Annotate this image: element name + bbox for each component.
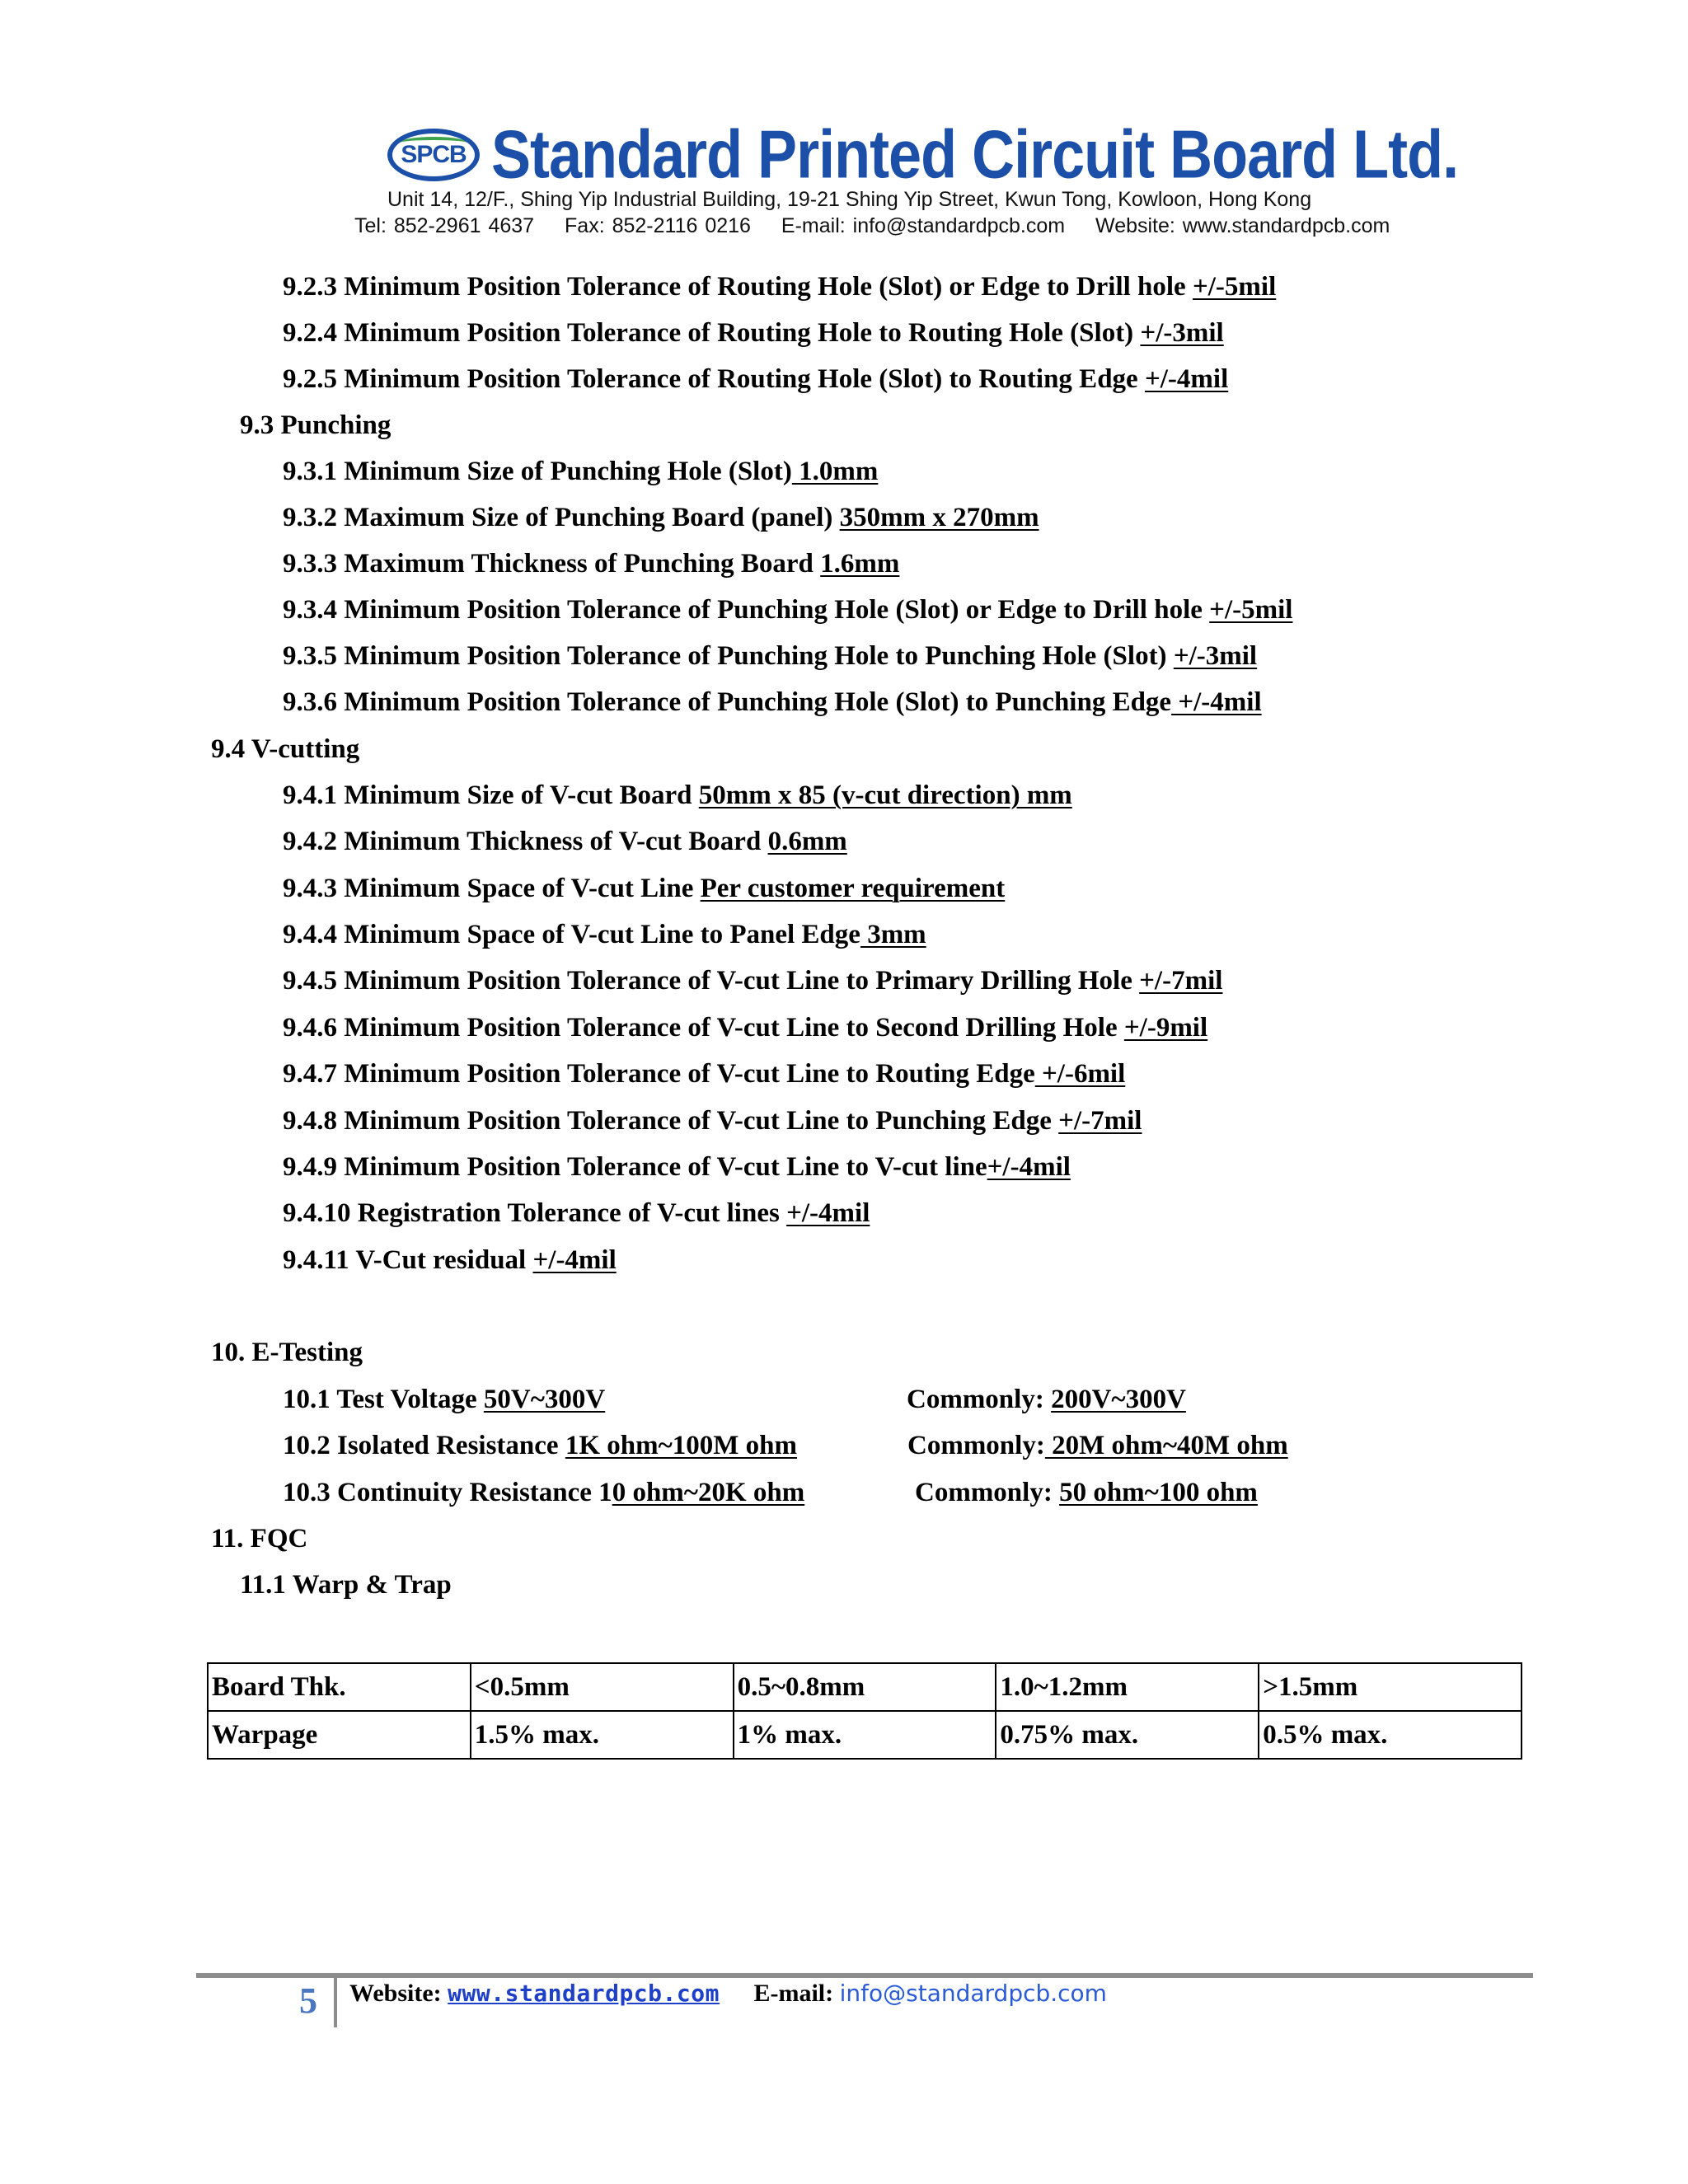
- section-heading-10: 10. E-Testing: [211, 1338, 363, 1367]
- table-cell: 0.5% max.: [1259, 1711, 1522, 1759]
- spec-item-9-4-10: 9.4.10 Registration Tolerance of V-cut lines +/-4mil: [283, 1198, 870, 1228]
- spec-item-9-2-5: 9.2.5 Minimum Position Tolerance of Routing Hole (Slot) to Routing Edge +/-4mil: [283, 364, 1229, 394]
- spec-value: 350mm x 270mm: [839, 503, 1039, 532]
- spec-value: +/-6mil: [1034, 1059, 1126, 1089]
- table-cell: >1.5mm: [1259, 1663, 1522, 1711]
- spec-item-10-1: 10.1 Test Voltage 50V~300V: [283, 1385, 606, 1414]
- spec-item-9-3-6: 9.3.6 Minimum Position Tolerance of Punching Hole (Slot) to Punching Edge +/-4mil: [283, 687, 1262, 717]
- spec-value: 50mm x 85 (v-cut direction) mm: [698, 780, 1072, 810]
- fax: Fax: 852-2116 0216: [565, 214, 751, 237]
- table-header-row: [208, 1663, 1522, 1711]
- footer-contact: [349, 1980, 1107, 2008]
- spcb-logo-badge: SPCB: [387, 129, 480, 181]
- spec-item-9-4-1: 9.4.1 Minimum Size of V-cut Board 50mm x 85 (v-cut direction) mm: [283, 780, 1072, 810]
- spec-item-9-4-3: 9.4.3 Minimum Space of V-cut Line Per customer requirement: [283, 874, 1006, 903]
- spec-item-9-3-4: 9.3.4 Minimum Position Tolerance of Punching Hole (Slot) or Edge to Drill hole +/-5mil: [283, 595, 1293, 625]
- table-row: [208, 1711, 1522, 1759]
- spec-value: +/-5mil: [1192, 272, 1277, 302]
- footer-divider: [196, 1973, 1533, 1978]
- warpage-table: [207, 1662, 1522, 1760]
- spec-item-9-3-2: 9.3.2 Maximum Size of Punching Board (panel) 350mm x 270mm: [283, 503, 1039, 532]
- spec-value: 1.6mm: [820, 549, 900, 579]
- header-email: E-mail: info@standardpcb.com: [781, 214, 1066, 237]
- section-heading-9-3: 9.3 Punching: [240, 410, 392, 440]
- footer-website-label: Website:: [349, 1980, 448, 2007]
- tel: Tel: 852-2961 4637: [354, 214, 535, 237]
- spec-common-10-2: Commonly: 20M ohm~40M ohm: [907, 1431, 1288, 1460]
- spec-value: +/-4mil: [532, 1245, 617, 1275]
- spec-item-10-3: 10.3 Continuity Resistance 10 ohm~20K ohm: [283, 1478, 805, 1507]
- table-cell: Warpage: [208, 1711, 471, 1759]
- spec-item-9-3-3: 9.3.3 Maximum Thickness of Punching Board 1.6mm: [283, 549, 900, 579]
- spec-value: 1.0mm: [791, 457, 879, 486]
- spec-common-10-1: Commonly: 200V~300V: [907, 1385, 1186, 1414]
- page-number: 5: [299, 1980, 317, 2021]
- spec-value: +/-4mil: [1171, 687, 1262, 717]
- company-name: Standard Printed Circuit Board Ltd.: [491, 117, 1459, 193]
- spec-item-9-2-4: 9.2.4 Minimum Position Tolerance of Routing Hole to Routing Hole (Slot) +/-3mil: [283, 318, 1224, 348]
- spec-item-9-4-11: 9.4.11 V-Cut residual +/-4mil: [283, 1245, 617, 1275]
- letterhead: [0, 0, 1688, 247]
- spec-item-9-4-2: 9.4.2 Minimum Thickness of V-cut Board 0.6mm: [283, 827, 847, 856]
- spec-value: 0 ohm~20K ohm: [612, 1478, 805, 1507]
- spec-value: +/-4mil: [786, 1198, 870, 1228]
- spec-item-9-4-7: 9.4.7 Minimum Position Tolerance of V-cut Line to Routing Edge +/-6mil: [283, 1059, 1126, 1089]
- table-cell: <0.5mm: [471, 1663, 734, 1711]
- spec-item-9-2-3: 9.2.3 Minimum Position Tolerance of Routing Hole (Slot) or Edge to Drill hole +/-5mil: [283, 272, 1277, 302]
- spec-value: +/-9mil: [1123, 1013, 1208, 1043]
- spec-common-value: 200V~300V: [1051, 1385, 1186, 1414]
- spec-value: +/-7mil: [1139, 966, 1223, 996]
- table-cell: 1.0~1.2mm: [996, 1663, 1259, 1711]
- spec-item-9-4-5: 9.4.5 Minimum Position Tolerance of V-cut Line to Primary Drilling Hole +/-7mil: [283, 966, 1223, 996]
- spec-value: +/-3mil: [1140, 318, 1224, 348]
- spec-value: 0.6mm: [767, 827, 847, 856]
- spec-item-10-2: 10.2 Isolated Resistance 1K ohm~100M ohm: [283, 1431, 797, 1460]
- spec-item-9-4-6: 9.4.6 Minimum Position Tolerance of V-cut Line to Second Drilling Hole +/-9mil: [283, 1013, 1208, 1043]
- spec-item-9-3-5: 9.3.5 Minimum Position Tolerance of Punching Hole to Punching Hole (Slot) +/-3mil: [283, 641, 1258, 671]
- section-heading-11-1: 11.1 Warp & Trap: [240, 1570, 452, 1600]
- spec-common-value: 50 ohm~100 ohm: [1059, 1478, 1258, 1507]
- company-contact: [354, 214, 1390, 238]
- table-cell: Board Thk.: [208, 1663, 471, 1711]
- spec-value: +/-7mil: [1058, 1106, 1142, 1136]
- footer-separator: [334, 1978, 337, 2027]
- spec-common-value: 20M ohm~40M ohm: [1044, 1431, 1288, 1460]
- footer-website-link[interactable]: www.standardpcb.com: [448, 1980, 720, 2007]
- spec-value: Per customer requirement: [700, 874, 1006, 903]
- spec-common-10-3: Commonly: 50 ohm~100 ohm: [915, 1478, 1258, 1507]
- header-website: Website: www.standardpcb.com: [1095, 214, 1390, 237]
- table-cell: 0.5~0.8mm: [734, 1663, 996, 1711]
- spec-item-9-3-1: 9.3.1 Minimum Size of Punching Hole (Slot) 1.0mm: [283, 457, 879, 486]
- spec-value: 1K ohm~100M ohm: [565, 1431, 797, 1460]
- footer-email-label: E-mail:: [753, 1980, 840, 2007]
- table-cell: 0.75% max.: [996, 1711, 1259, 1759]
- company-logo: [387, 117, 1459, 193]
- section-heading-9-4: 9.4 V-cutting: [211, 734, 360, 764]
- footer-email-link[interactable]: info@standardpcb.com: [839, 1980, 1107, 2007]
- section-heading-11: 11. FQC: [211, 1524, 308, 1554]
- spec-item-9-4-8: 9.4.8 Minimum Position Tolerance of V-cut Line to Punching Edge +/-7mil: [283, 1106, 1142, 1136]
- spec-value: 3mm: [860, 920, 926, 949]
- spec-item-9-4-9: 9.4.9 Minimum Position Tolerance of V-cut Line to V-cut line+/-4mil: [283, 1152, 1071, 1182]
- company-address: Unit 14, 12/F., Shing Yip Industrial Building, 19-21 Shing Yip Street, Kwun Tong, Kowloon, Hong Kong: [387, 188, 1312, 211]
- spec-value: +/-5mil: [1209, 595, 1293, 625]
- spec-value: +/-4mil: [1144, 364, 1229, 394]
- spec-item-9-4-4: 9.4.4 Minimum Space of V-cut Line to Panel Edge 3mm: [283, 920, 926, 949]
- table-cell: 1.5% max.: [471, 1711, 734, 1759]
- table-cell: 1% max.: [734, 1711, 996, 1759]
- spec-value: 50V~300V: [483, 1385, 606, 1414]
- spec-value: +/-4mil: [987, 1152, 1071, 1182]
- spec-value: +/-3mil: [1173, 641, 1258, 671]
